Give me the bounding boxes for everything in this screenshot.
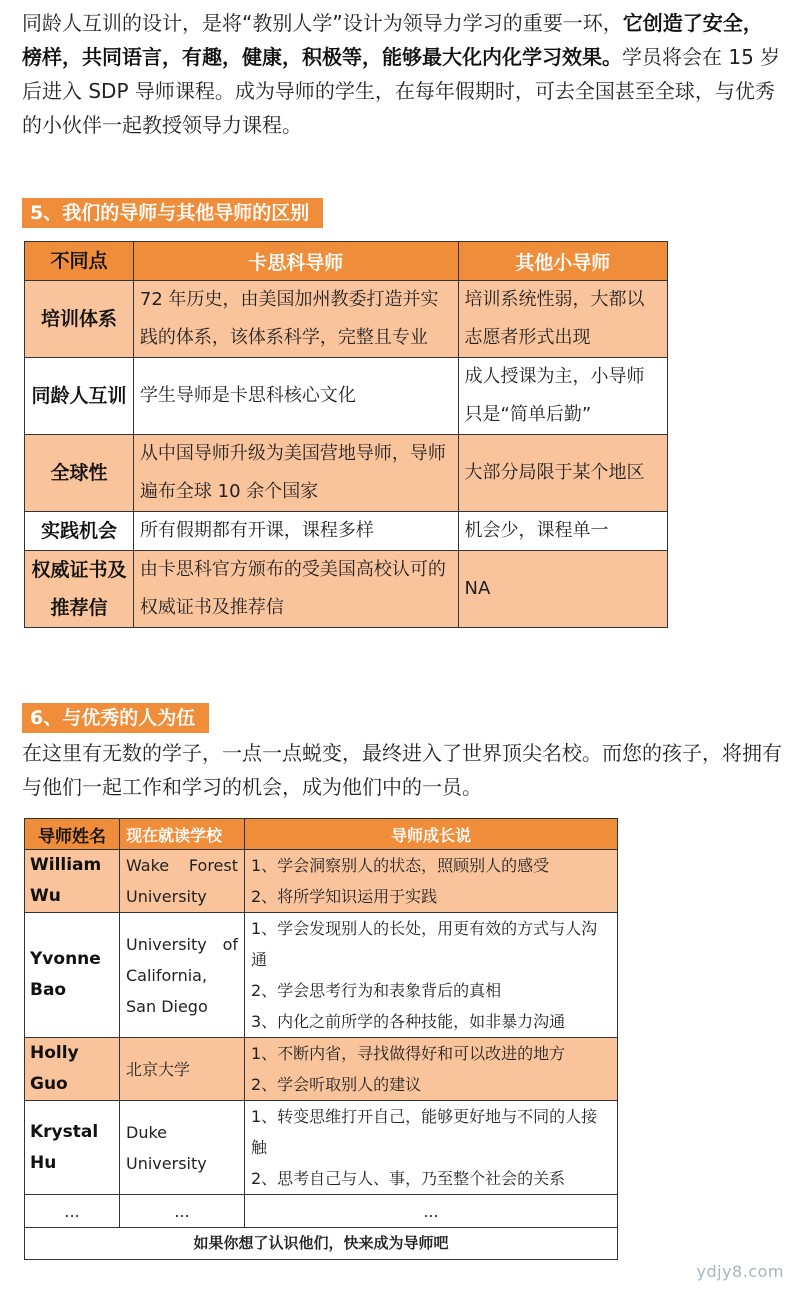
mentor-growth [245, 913, 618, 1038]
header-name: 导师姓名 [25, 819, 120, 850]
header-point: 不同点 [25, 242, 134, 281]
header-ours: 卡思科导师 [133, 242, 458, 281]
section6-title: 6、与优秀的人为伍 [22, 703, 209, 733]
mentor-name: Yvonne Bao [25, 913, 120, 1038]
header-others: 其他小导师 [458, 242, 668, 281]
growth-line: 2、学会思考行为和表象背后的真相 [251, 981, 502, 1000]
growth-line: 2、思考自己与人、事，乃至整个社会的关系 [251, 1169, 566, 1188]
growth-line: 2、学会听取别人的建议 [251, 1075, 422, 1094]
row-point: 权威证书及推荐信 [25, 551, 134, 628]
watermark: ydjy8.com [696, 1262, 784, 1281]
ellipsis-cell: ... [245, 1195, 618, 1228]
header-growth: 导师成长说 [245, 819, 618, 850]
table-row [25, 281, 668, 358]
intro-bold-text: 它创造了安全，榜样，共同语言，有趣，健康，积极等，能够最大化内化学习效果。 [22, 11, 763, 69]
section6-paragraph: 在这里有无数的学子，一点一点蜕变，最终进入了世界顶尖名校。而您的孩子，将拥有与他们一起工作和学习的机会，成为他们中的一员。 [22, 741, 782, 799]
table-row [25, 1038, 618, 1101]
intro-text-2: 学员将会在 15 岁后进入 SDP 导师课程。成为导师的学生，在每年假期时，可去全国甚至全球，与优秀的小伙伴一起教授领导力课程。 [22, 45, 781, 137]
intro-paragraph [22, 6, 782, 142]
row-others: NA [458, 551, 668, 628]
growth-line: 1、不断内省，寻找做得好和可以改进的地方 [251, 1044, 566, 1063]
table-footer-row [25, 1228, 618, 1260]
table-row [25, 551, 668, 628]
row-others: 培训系统性弱，大都以志愿者形式出现 [458, 281, 668, 358]
row-others: 成人授课为主，小导师只是“简单后勤” [458, 358, 668, 435]
section5-title: 5、我们的导师与其他导师的区别 [22, 198, 323, 228]
mentor-name: William Wu [25, 850, 120, 913]
mentor-school: 北京大学 [120, 1038, 245, 1101]
growth-line: 1、学会发现别人的长处，用更有效的方式与人沟通 [251, 919, 598, 969]
mentor-growth [245, 850, 618, 913]
table-footer: 如果你想了认识他们，快来成为导师吧 [25, 1228, 618, 1260]
row-point: 培训体系 [25, 281, 134, 358]
mentor-growth [245, 1101, 618, 1195]
growth-line: 3、内化之前所学的各种技能，如非暴力沟通 [251, 1012, 566, 1031]
table-row [25, 1195, 618, 1228]
table-row [25, 850, 618, 913]
table-row [25, 512, 668, 551]
ellipsis-cell: ... [120, 1195, 245, 1228]
row-ours: 从中国导师升级为美国营地导师，导师遍布全球 10 余个国家 [133, 435, 458, 512]
mentor-school: Duke University [120, 1101, 245, 1195]
row-point: 全球性 [25, 435, 134, 512]
row-others: 机会少，课程单一 [458, 512, 668, 551]
ellipsis-cell: ... [25, 1195, 120, 1228]
mentor-school: University of California, San Diego [120, 913, 245, 1038]
mentor-name: Krystal Hu [25, 1101, 120, 1195]
row-ours: 所有假期都有开课，课程多样 [133, 512, 458, 551]
row-point: 实践机会 [25, 512, 134, 551]
table-row [25, 913, 618, 1038]
row-ours: 由卡思科官方颁布的受美国高校认可的权威证书及推荐信 [133, 551, 458, 628]
table-row [25, 1101, 618, 1195]
intro-text-1: 同龄人互训的设计，是将“教别人学”设计为领导力学习的重要一环， [22, 11, 623, 35]
table-row [25, 358, 668, 435]
mentor-list-table [24, 818, 618, 1260]
mentor-name: Holly Guo [25, 1038, 120, 1101]
header-school: 现在就读学校 [120, 819, 245, 850]
growth-line: 2、将所学知识运用于实践 [251, 887, 438, 906]
mentor-school: Wake Forest University [120, 850, 245, 913]
row-ours: 72 年历史，由美国加州教委打造并实践的体系，该体系科学，完整且专业 [133, 281, 458, 358]
growth-line: 1、学会洞察别人的状态，照顾别人的感受 [251, 856, 550, 875]
mentor-growth [245, 1038, 618, 1101]
row-ours: 学生导师是卡思科核心文化 [133, 358, 458, 435]
table-row [25, 435, 668, 512]
growth-line: 1、转变思维打开自己，能够更好地与不同的人接触 [251, 1107, 598, 1157]
row-others: 大部分局限于某个地区 [458, 435, 668, 512]
mentor-comparison-table [24, 241, 668, 628]
row-point: 同龄人互训 [25, 358, 134, 435]
